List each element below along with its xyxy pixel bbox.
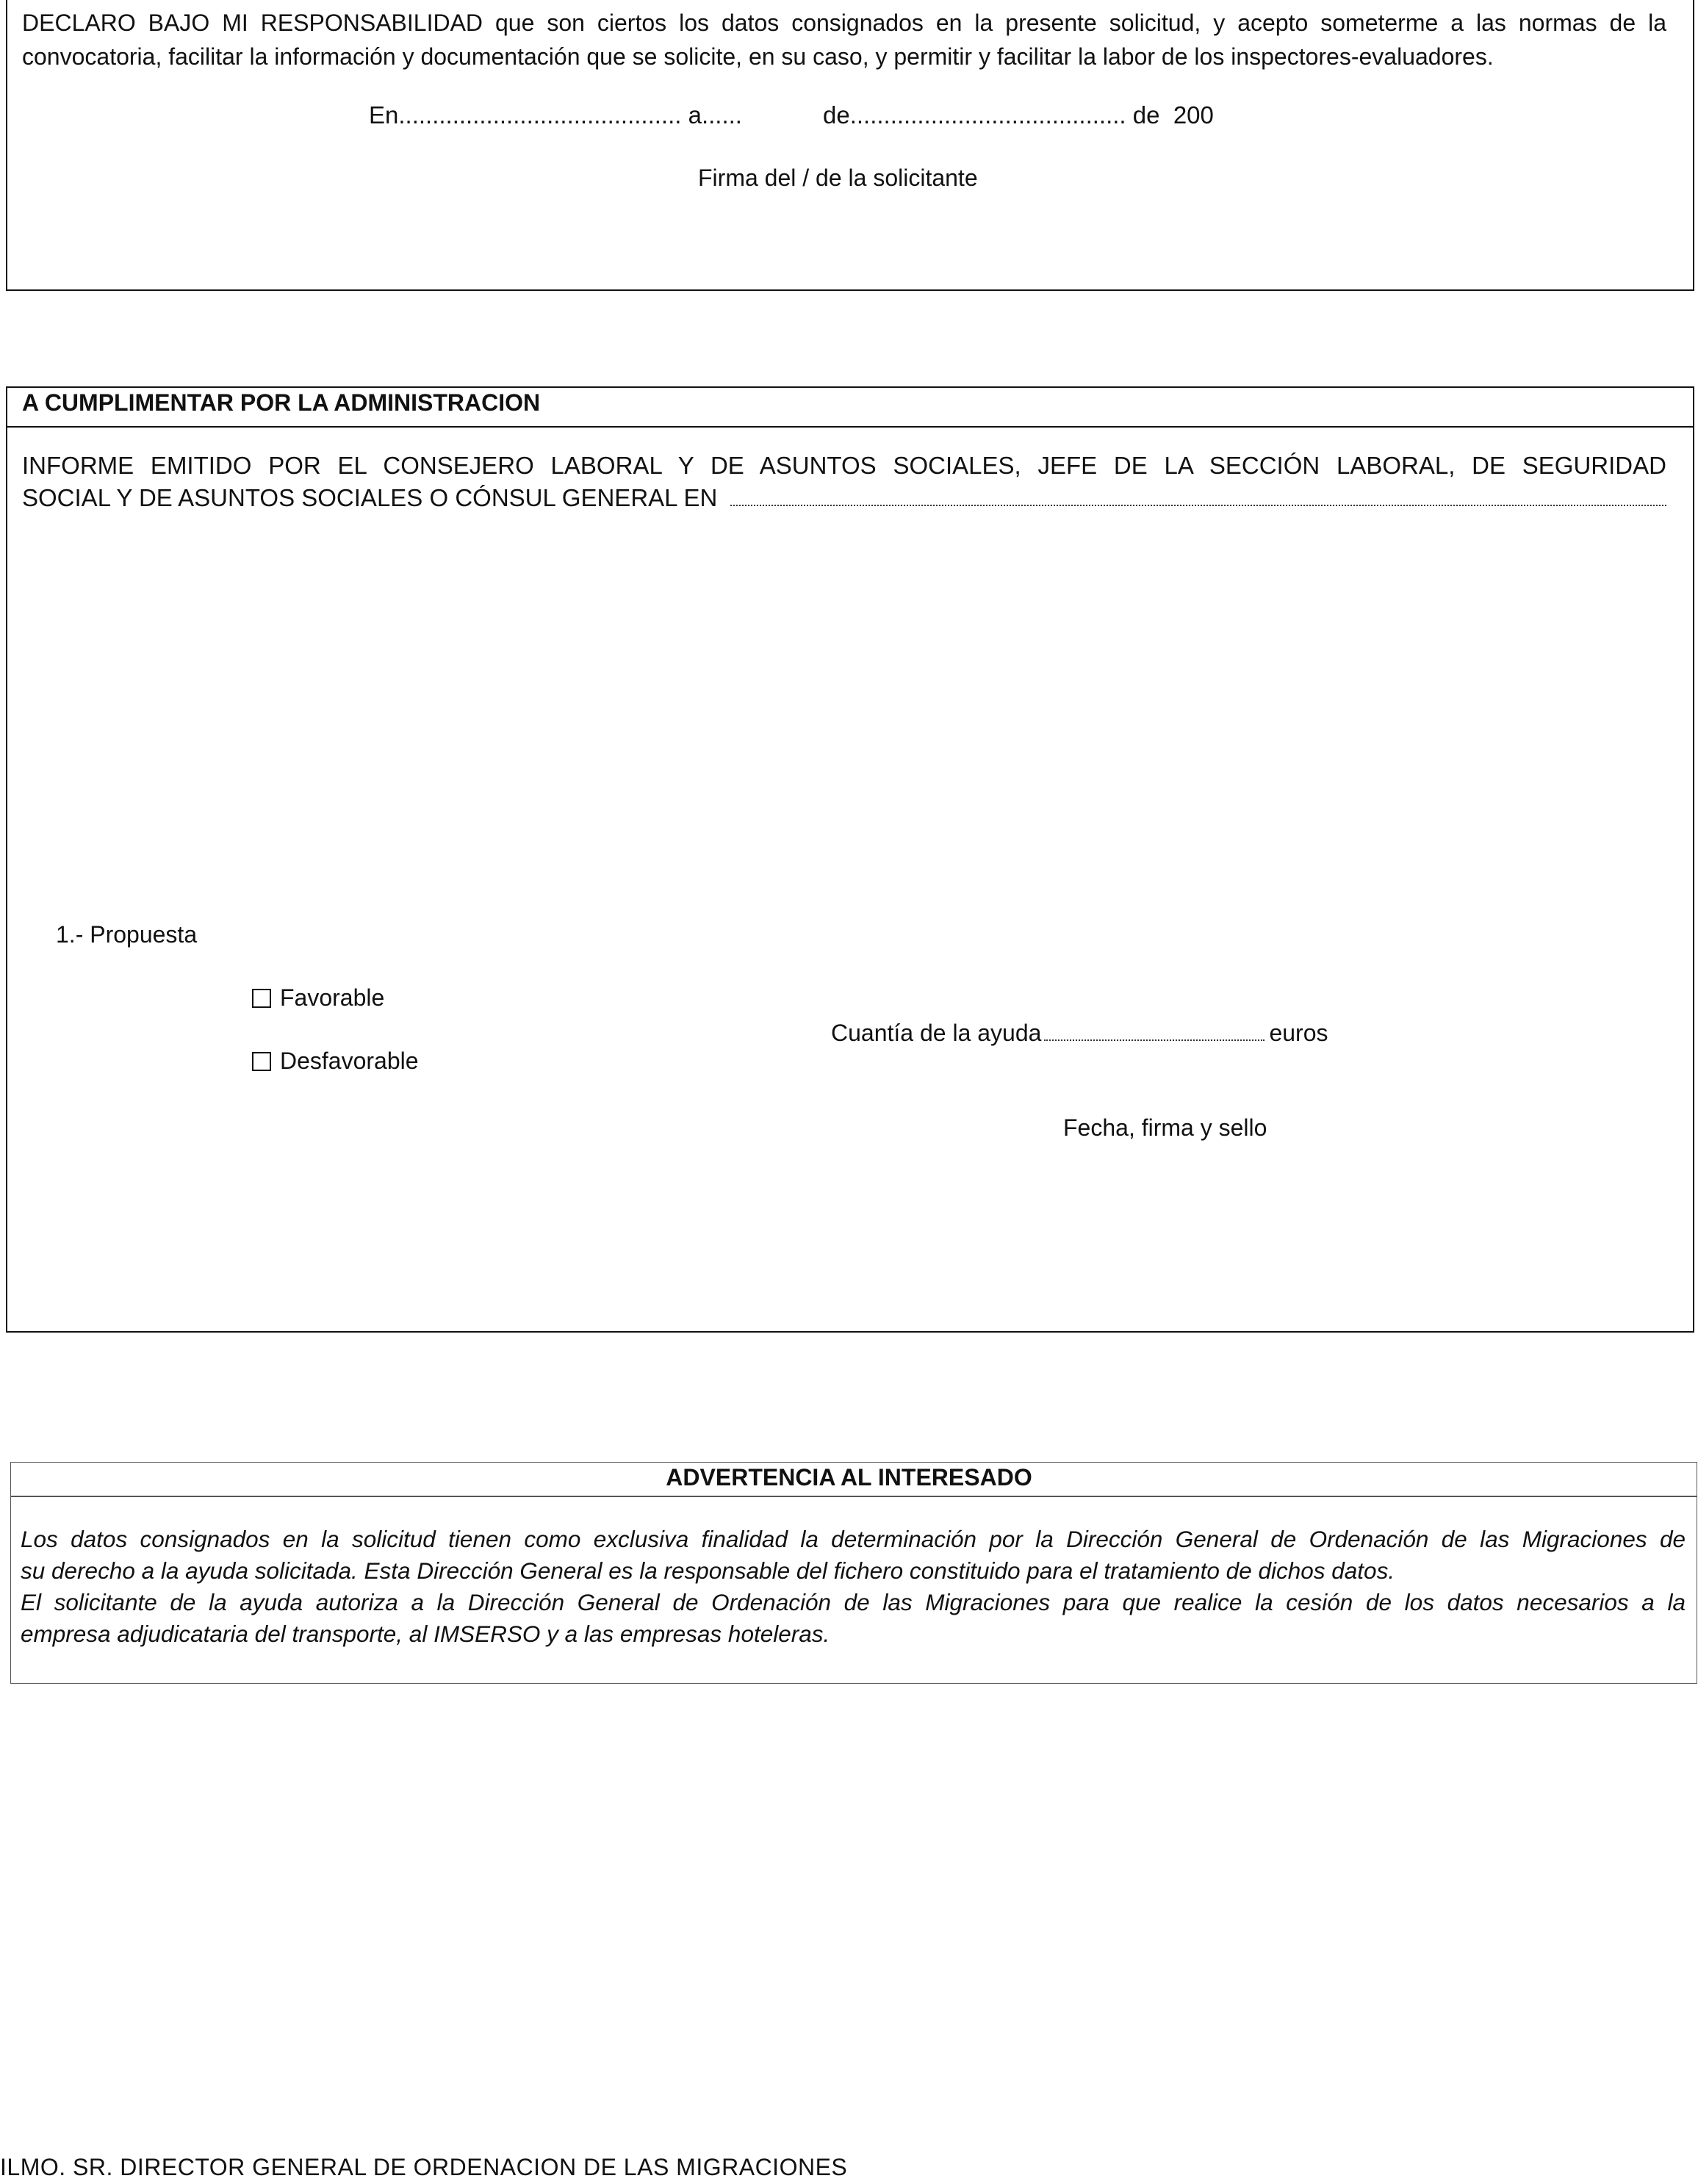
- date-place-field[interactable]: En.......................................... a...... de......................................... de 200: [369, 101, 1214, 129]
- proposal-label: 1.- Propuesta: [56, 921, 198, 948]
- amount-label: Cuantía de la ayuda: [831, 1020, 1042, 1046]
- notice-heading-divider: [10, 1496, 1697, 1497]
- amount-unit: euros: [1269, 1020, 1328, 1046]
- unfavorable-option[interactable]: [252, 1048, 419, 1075]
- notice-heading: ADVERTENCIA AL INTERESADO: [666, 1464, 1032, 1491]
- notice-text: [21, 1524, 1686, 1650]
- notice-line-4: empresa adjudicataria del transporte, al IMSERSO y a las empresas hoteleras.: [21, 1621, 830, 1647]
- favorable-checkbox[interactable]: [252, 989, 271, 1008]
- favorable-option[interactable]: [252, 984, 384, 1012]
- amount-row: [831, 1020, 1328, 1047]
- notice-line-3: El solicitante de la ayuda autoriza a la Dirección General de Ordenación de las Migraciones para que realice la cesión de los datos necesarios a la: [21, 1589, 1686, 1615]
- declaration-line-1: DECLARO BAJO MI RESPONSABILIDAD que son ciertos los datos consignados en la presente solicitud, y acepto someterme a las normas de la: [22, 10, 1666, 36]
- amount-field[interactable]: [1044, 1039, 1264, 1041]
- consulate-location-field[interactable]: [730, 505, 1666, 506]
- declaration-text: [22, 6, 1666, 73]
- administration-heading-divider: [6, 426, 1694, 428]
- notice-line-1: Los datos consignados en la solicitud tienen como exclusiva finalidad la determinación por la Dirección General de Ordenación de las Migraciones de: [21, 1526, 1686, 1552]
- favorable-label: Favorable: [280, 984, 385, 1011]
- report-line-1: INFORME EMITIDO POR EL CONSEJERO LABORAL Y DE ASUNTOS SOCIALES, JEFE DE LA SECCIÓN LABORAL, DE SEGURIDAD: [22, 452, 1666, 479]
- unfavorable-label: Desfavorable: [280, 1048, 419, 1074]
- unfavorable-checkbox[interactable]: [252, 1052, 271, 1071]
- notice-line-2: su derecho a la ayuda solicitada. Esta Dirección General es la responsable del fichero constituido para el tratamiento de dichos datos.: [21, 1557, 1395, 1584]
- administration-box: [6, 386, 1694, 1333]
- date-signature-stamp-label: Fecha, firma y sello: [1063, 1114, 1267, 1141]
- report-statement: [22, 450, 1666, 514]
- applicant-signature-label: Firma del / de la solicitante: [698, 165, 978, 191]
- report-line-2: SOCIAL Y DE ASUNTOS SOCIALES O CÓNSUL GENERAL EN: [22, 484, 718, 511]
- addressee: ILMO. SR. DIRECTOR GENERAL DE ORDENACION DE LAS MIGRACIONES: [0, 2154, 848, 2180]
- administration-heading: A CUMPLIMENTAR POR LA ADMINISTRACION: [22, 389, 541, 416]
- declaration-line-2: convocatoria, facilitar la información y documentación que se solicite, en su caso, y permitir y facilitar la labor de los inspectores-evaluadores.: [22, 43, 1494, 70]
